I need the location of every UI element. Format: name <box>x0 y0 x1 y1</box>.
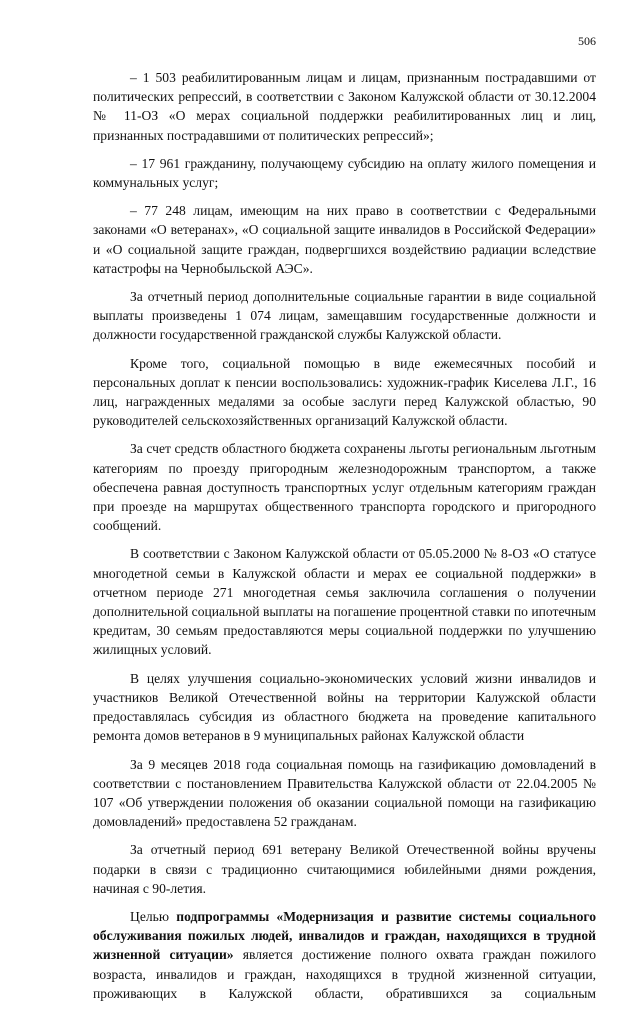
paragraph-housing-subsidy: – 17 961 гражданину, получающему субсидию на оплату жилого помещения и коммунальных услуг; <box>93 155 596 191</box>
document-body <box>93 68 596 1012</box>
paragraph-gasification: За 9 месяцев 2018 года социальная помощь на газификацию домовладений в соответствии с постановлением Правительства Калужской области от 22.04.2005 № 107 «Об утверждении положения об оказании социальной помощи на газификацию домовладений» предоставлена 52 гражданам. <box>93 756 596 830</box>
paragraph-federal-laws: – 77 248 лицам, имеющим на них право в соответствии с Федеральными законами «О ветеранах», «О социальной защите инвалидов в Российской Федерации» и «О социальной защите граждан, подвергшихся воздействию радиации вследствие катастрофы на Чернобыльской АЭС». <box>93 203 596 276</box>
paragraph-transport: За счет средств областного бюджета сохранены льготы региональным льготным категориям по проезду пригородным железнодорожным транспортом, а также обеспечена равная доступность транспортных услуг отдельным категориям граждан при проезде на маршрутах общественного транспорта городского и пригородного сообщений. <box>93 441 596 534</box>
paragraph-veterans-housing: В целях улучшения социально-экономических условий жизни инвалидов и участников Великой Отечественной войны на территории Калужской области предоставлялась субсидия из областного бюджета на проведение капитального ремонта домов ветеранов в 9 муниципальных районах Калужской области <box>93 670 596 744</box>
subprogram-prefix: Целью <box>130 908 177 924</box>
paragraph-large-families: В соответствии с Законом Калужской области от 05.05.2000 № 8-ОЗ «О статусе многодетной семьи в Калужской области и мерах ее социальной поддержки» в отчетном периоде 271 многодетная семья заключила соглашения о получении дополнительной социальной выплаты на погашение процентной ставки по ипотечным кредитам, 30 семьям предоставляются меры социальной поддержки по улучшению жилищных условий. <box>93 546 596 658</box>
paragraph-monthly-benefits: Кроме того, социальной помощью в виде ежемесячных пособий и персональных доплат к пенсии воспользовались: художник-график Киселева Л.Г., 16 лиц, награжденных медалями за особые заслуги перед Калужской областью, 90 руководителей сельскохозяйственных организаций Калужской области. <box>93 355 596 429</box>
paragraph-veteran-gifts: За отчетный период 691 ветерану Великой Отечественной войны вручены подарки в связи с традиционно считающимися юбилейными днями рождения, начиная с 90-летия. <box>93 842 596 896</box>
page-number: 506 <box>578 34 596 48</box>
paragraph-subprogram-goal <box>93 907 596 1003</box>
subprogram-suffix: является достижение полного охвата граждан пожилого возраста, инвалидов и граждан, находящихся в трудной жизненной ситуации, проживающих в Калужской области, обратившихся за социальным <box>93 947 596 1001</box>
paragraph-rehabilitated: – 1 503 реабилитированным лицам и лицам, признанным пострадавшими от политических репрессий, в соответствии с Законом Калужской области от 30.12.2004 № 11-ОЗ «О мерах социальной поддержки реабилитированных лиц и лиц, признанных пострадавшими от политических репрессий»; <box>93 70 596 143</box>
paragraph-social-guarantees: За отчетный период дополнительные социальные гарантии в виде социальной выплаты произведены 1 074 лицам, замещавшим государственные должности и должности государственной гражданской службы Калужской области. <box>93 289 596 343</box>
subprogram-title: подпрограммы «Модернизация и развитие системы социального обслуживания пожилых людей, инвалидов и граждан, находящихся в трудной жизненной ситуации» <box>93 908 596 963</box>
